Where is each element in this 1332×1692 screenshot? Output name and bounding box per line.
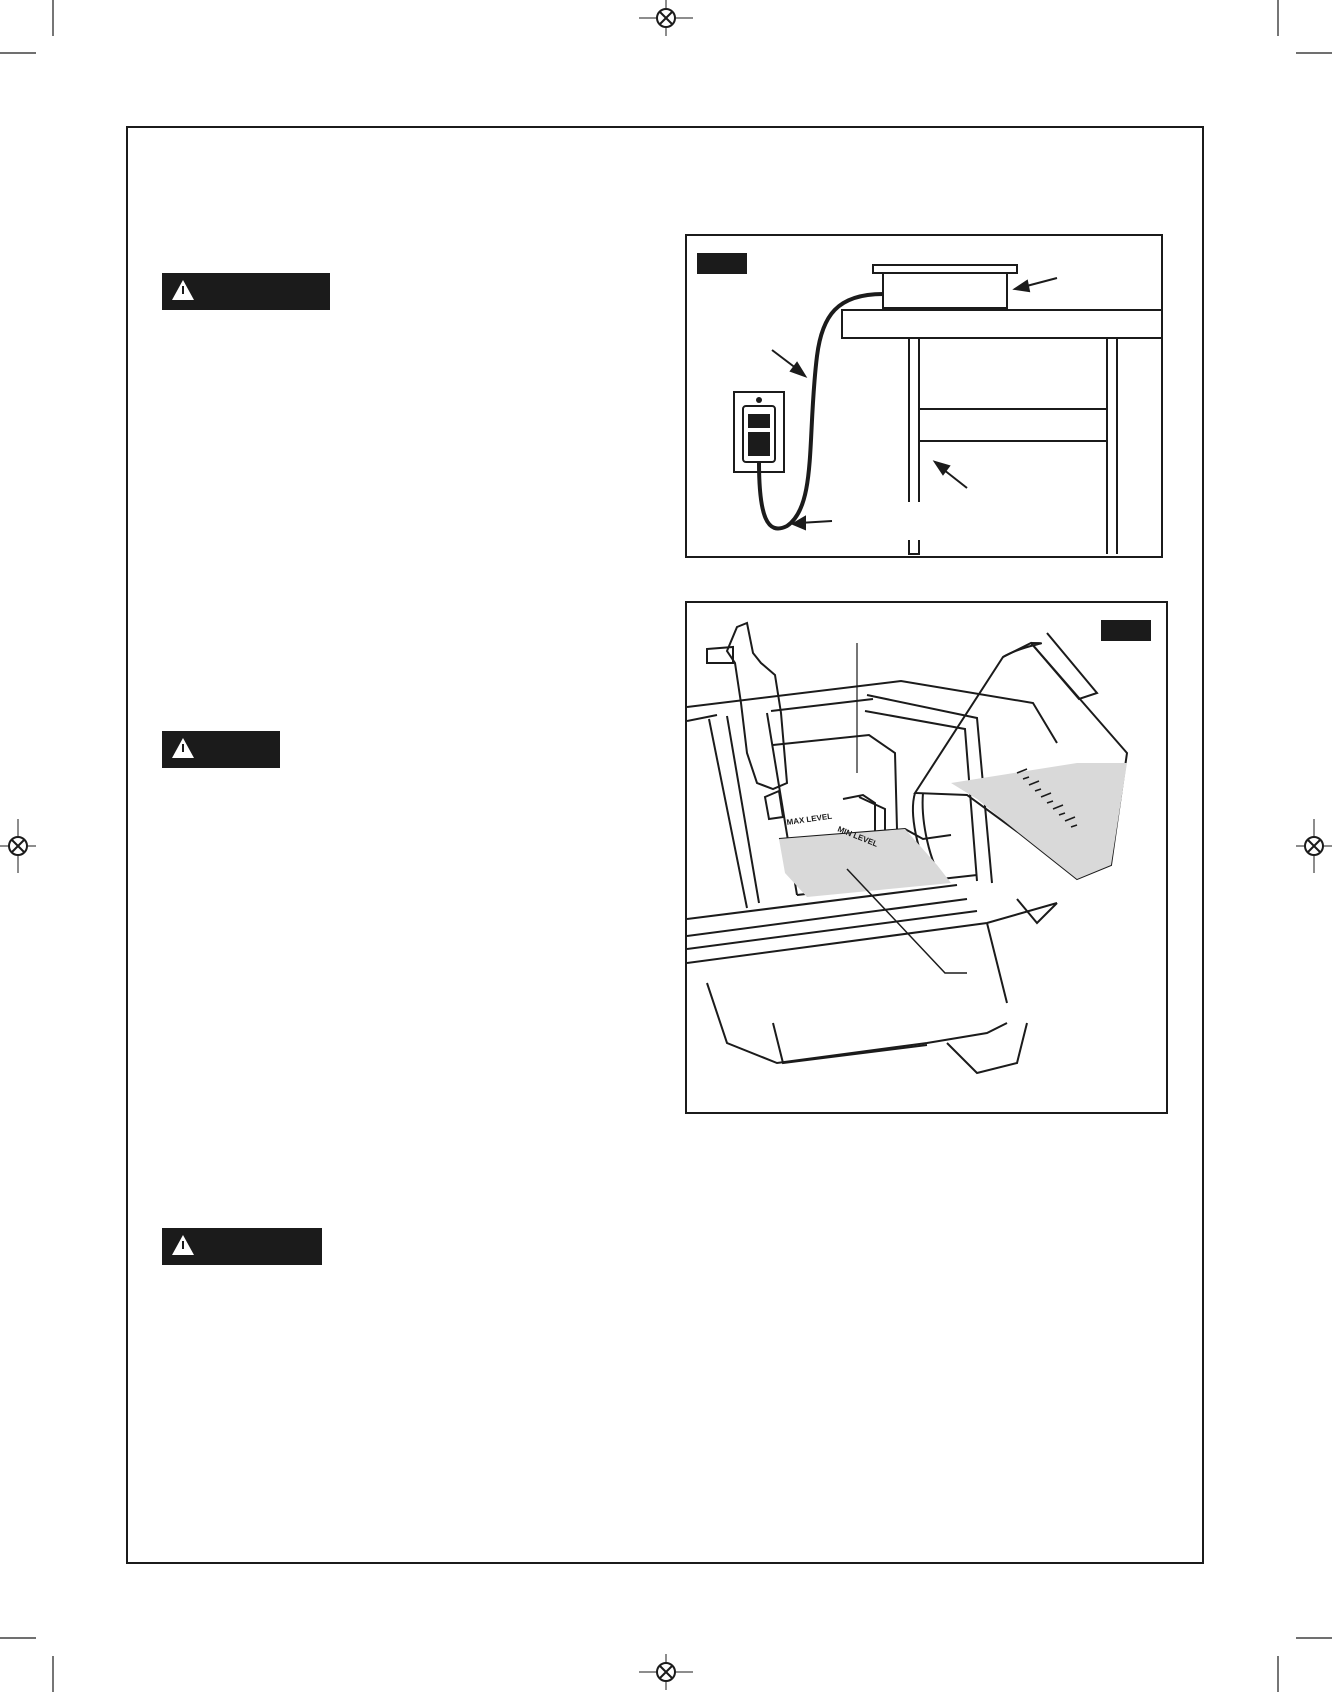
warning-banner-2 xyxy=(162,731,280,768)
registration-mark-icon xyxy=(0,819,38,873)
warning-banner-3 xyxy=(162,1228,322,1265)
warning-banner-1 xyxy=(162,273,330,310)
figure-1-illustration xyxy=(687,236,1161,556)
table-top xyxy=(842,310,1161,338)
saw-top xyxy=(873,265,1017,273)
figure-label-plate xyxy=(1101,620,1151,641)
figure-1 xyxy=(685,234,1163,558)
registration-mark-icon xyxy=(639,0,693,38)
min-level-label: MIN LEVEL xyxy=(836,824,880,849)
registration-mark-icon xyxy=(639,1654,693,1692)
figure-2-illustration xyxy=(687,603,1166,1112)
warning-triangle-icon xyxy=(172,738,194,758)
figure-2 xyxy=(685,601,1168,1114)
warning-triangle-icon xyxy=(172,1235,194,1255)
figure-label-plate xyxy=(697,253,747,274)
table-stretcher xyxy=(919,409,1107,441)
saw-body xyxy=(883,272,1007,308)
water-in-pitcher xyxy=(951,763,1127,879)
registration-mark-icon xyxy=(1294,819,1332,873)
max-level-label: MAX LEVEL xyxy=(786,811,833,827)
warning-triangle-icon xyxy=(172,280,194,300)
